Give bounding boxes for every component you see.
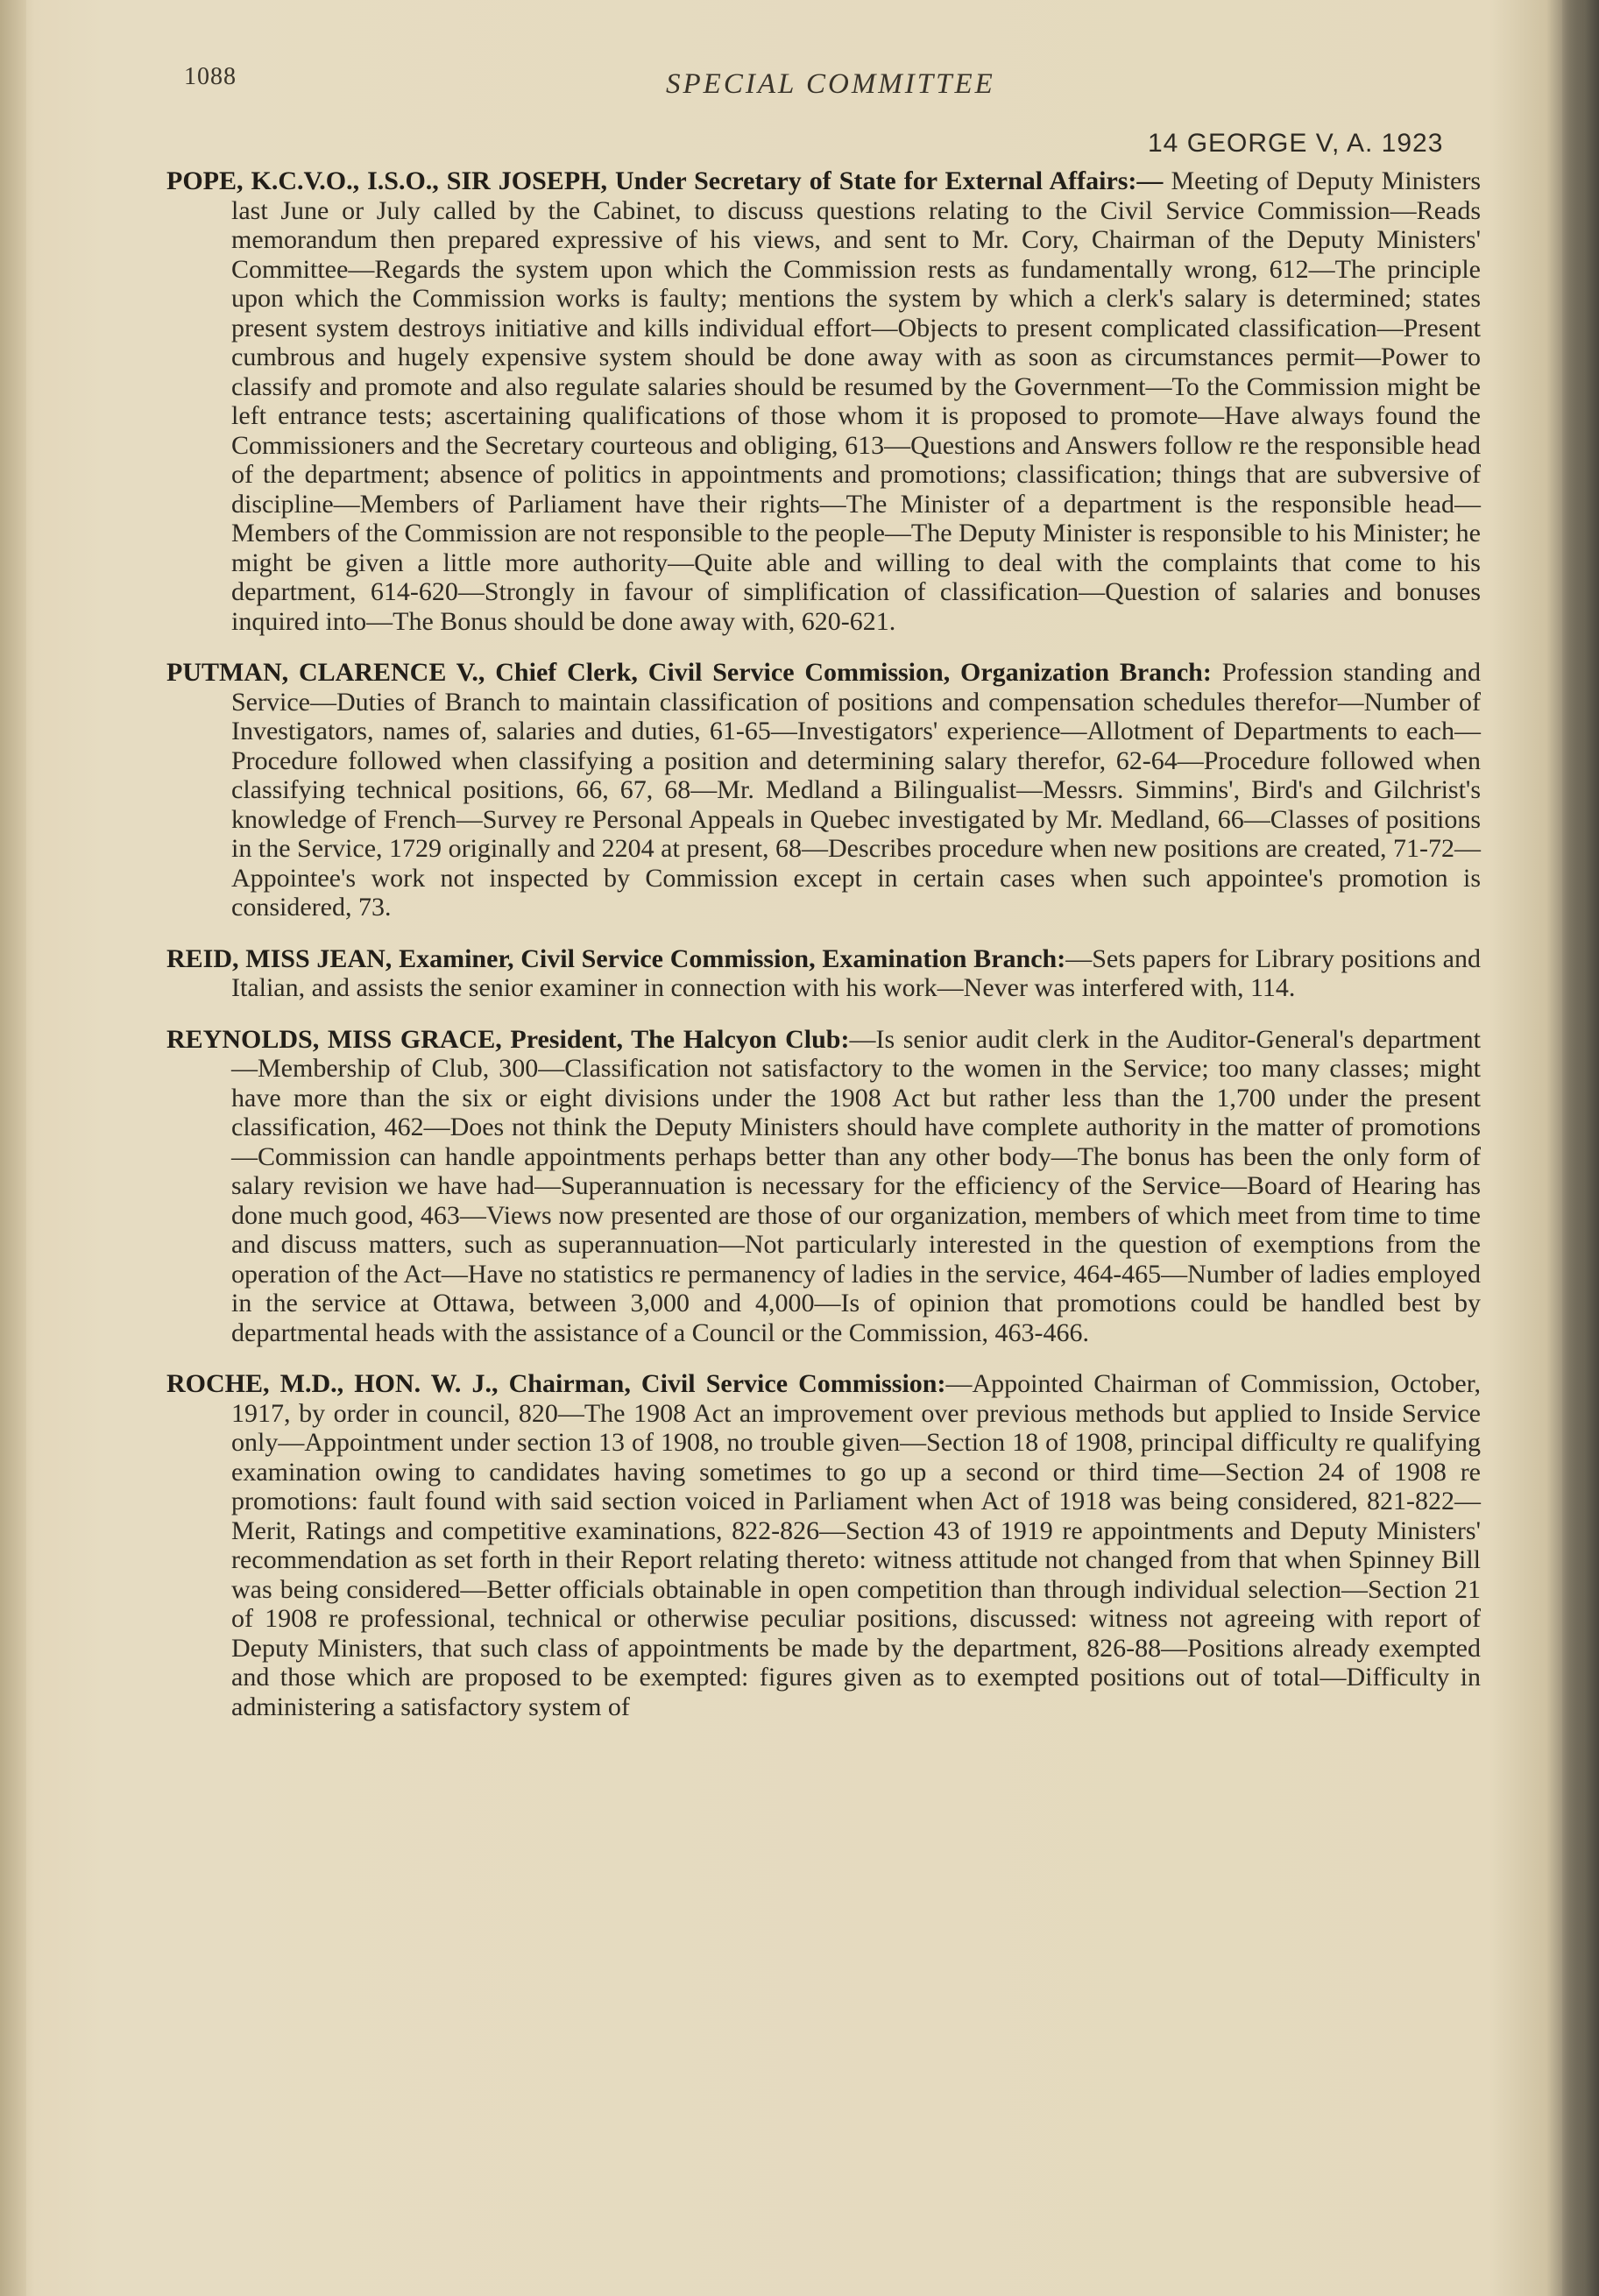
index-entry <box>166 944 1481 1003</box>
entry-title: Chairman, Civil Service Commission: <box>508 1369 946 1398</box>
entry-body: —Sets papers for Library positions and Italian, and assists the senior examiner in connection with his work—Never was interfered with, 114. <box>231 943 1481 1002</box>
entry-body: —Is senior audit clerk in the Auditor-General's department—Membership of Club, 300—Classification not satisfactory to the women in the Service; too many classes; might have more than the six or eight divisions under the 1908 Act but rather less than the 1,700 under the present classification, 462—Does not think the Deputy Ministers should have complete authority in the matter of promotions—Commission can handle appointments perhaps better than any other body—The bonus has been the only form of salary revision we have had—Superannuation is necessary for the efficiency of the Service—Board of Hearing has done much good, 463—Views now presented are those of our organization, members of which meet from time to time and discuss matters, such as superannuation—Not particularly interested in the question of exemptions from the operation of the Act—Have no statistics re permanency of ladies in the service, 464-465—Number of ladies employed in the service at Ottawa, between 3,000 and 4,000—Is of opinion that promotions could be handled best by departmental heads with the assistance of a Council or the Commission, 463-466. <box>231 1024 1481 1347</box>
entry-name: REYNOLDS, MISS GRACE, <box>166 1024 502 1054</box>
index-entry <box>166 1025 1481 1348</box>
index-entry <box>166 658 1481 922</box>
book-spine-shadow <box>1562 0 1599 2296</box>
entry-name: POPE, K.C.V.O., I.S.O., SIR JOSEPH, <box>166 166 607 195</box>
entry-title: President, The Halcyon Club: <box>510 1024 850 1054</box>
left-page-edge <box>0 0 26 2296</box>
session-label: 14 GEORGE V, A. 1923 <box>1148 129 1444 158</box>
entry-body: Meeting of Deputy Ministers last June or July called by the Cabinet, to discuss questions relating to the Civil Service Commission—Reads memorandum then prepared expressive of his views, and sent to Mr. Cory, Chairman of the Deputy Ministers' Committee—Regards the system upon which the Commission rests as fundamentally wrong, 612—The principle upon which the Commission works is faulty; mentions the system by which a clerk's salary is determined; states present system destroys initiative and kills individual effort—Objects to present complicated classification—Present cumbrous and hugely expensive system should be done away with as soon as circumstances permit—Power to classify and promote and also regulate salaries should be resumed by the Government—To the Commission might be left entrance tests; ascertaining qualifications of those whom it is proposed to promote—Have always found the Commissioners and the Secretary courteous and obliging, 613—Questions and Answers follow re the responsible head of the department; absence of politics in appointments and promotions; classification; things that are subversive of discipline—Members of Parliament have their rights—The Minister of a department is the responsible head—Members of the Commission are not responsible to the people—The Deputy Minister is responsible to his Minister; he might be given a little more authority—Quite able and willing to deal with the complaints that come to his department, 614-620—Strongly in favour of simplification of classification—Question of salaries and bonuses inquired into—The Bonus should be done away with, 620-621. <box>231 166 1482 636</box>
index-entry <box>166 1369 1481 1721</box>
entry-name: ROCHE, M.D., HON. W. J., <box>166 1369 499 1398</box>
entry-name: PUTMAN, CLARENCE V., <box>166 658 485 687</box>
page-number: 1088 <box>184 63 237 90</box>
index-entries <box>166 166 1481 1743</box>
entry-body: Profession standing and Service—Duties of Branch to maintain classification of positions and compensation schedules therefor—Number of Investigators, names of, salaries and duties, 61-65—Investigators' experience—Allotment of Departments to each—Procedure followed when classifying a position and determining salary therefor, 62-64—Procedure followed when classifying technical positions, 66, 67, 68—Mr. Medland a Bilingualist—Messrs. Simmins', Bird's and Gilchrist's knowledge of French—Survey re Personal Appeals in Quebec investigated by Mr. Medland, 66—Classes of positions in the Service, 1729 originally and 2204 at present, 68—Describes procedure when new positions are created, 71-72—Appointee's work not inspected by Commission except in certain cases when such appointee's promotion is considered, 73. <box>231 658 1482 922</box>
running-head: SPECIAL COMMITTEE <box>666 68 995 100</box>
entry-name: REID, MISS JEAN, <box>166 943 393 973</box>
entry-body: —Appointed Chairman of Commission, October, 1917, by order in council, 820—The 1908 Act an improvement over previous methods but applied to Inside Service only—Appointment under section 13 of 1908, no trouble given—Section 18 of 1908, principal difficulty re qualifying examination owing to candidates having sometimes to go up a second or third time—Section 24 of 1908 re promotions: fault found with said section voiced in Parliament when Act of 1918 was being considered, 821-822—Merit, Ratings and competitive examinations, 822-826—Section 43 of 1919 re appointments and Deputy Ministers' recommendation as set forth in their Report relating thereto: witness attitude not changed from that when Spinney Bill was being considered—Better officials obtainable in open competition than through individual selection—Section 21 of 1908 re professional, technical or otherwise peculiar positions, discussed: witness not agreeing with report of Deputy Ministers, that such class of appointments be made by the department, 826-88—Positions already exempted and those which are proposed to be exempted: figures given as to exempted positions out of total—Difficulty in administering a satisfactory system of <box>231 1369 1482 1721</box>
entry-title: Examiner, Civil Service Commission, Examination Branch: <box>399 943 1066 973</box>
entry-title: Chief Clerk, Civil Service Commission, Organization Branch: <box>495 658 1212 687</box>
index-entry <box>166 166 1481 636</box>
entry-title: Under Secretary of State for External Affairs:— <box>614 166 1164 195</box>
